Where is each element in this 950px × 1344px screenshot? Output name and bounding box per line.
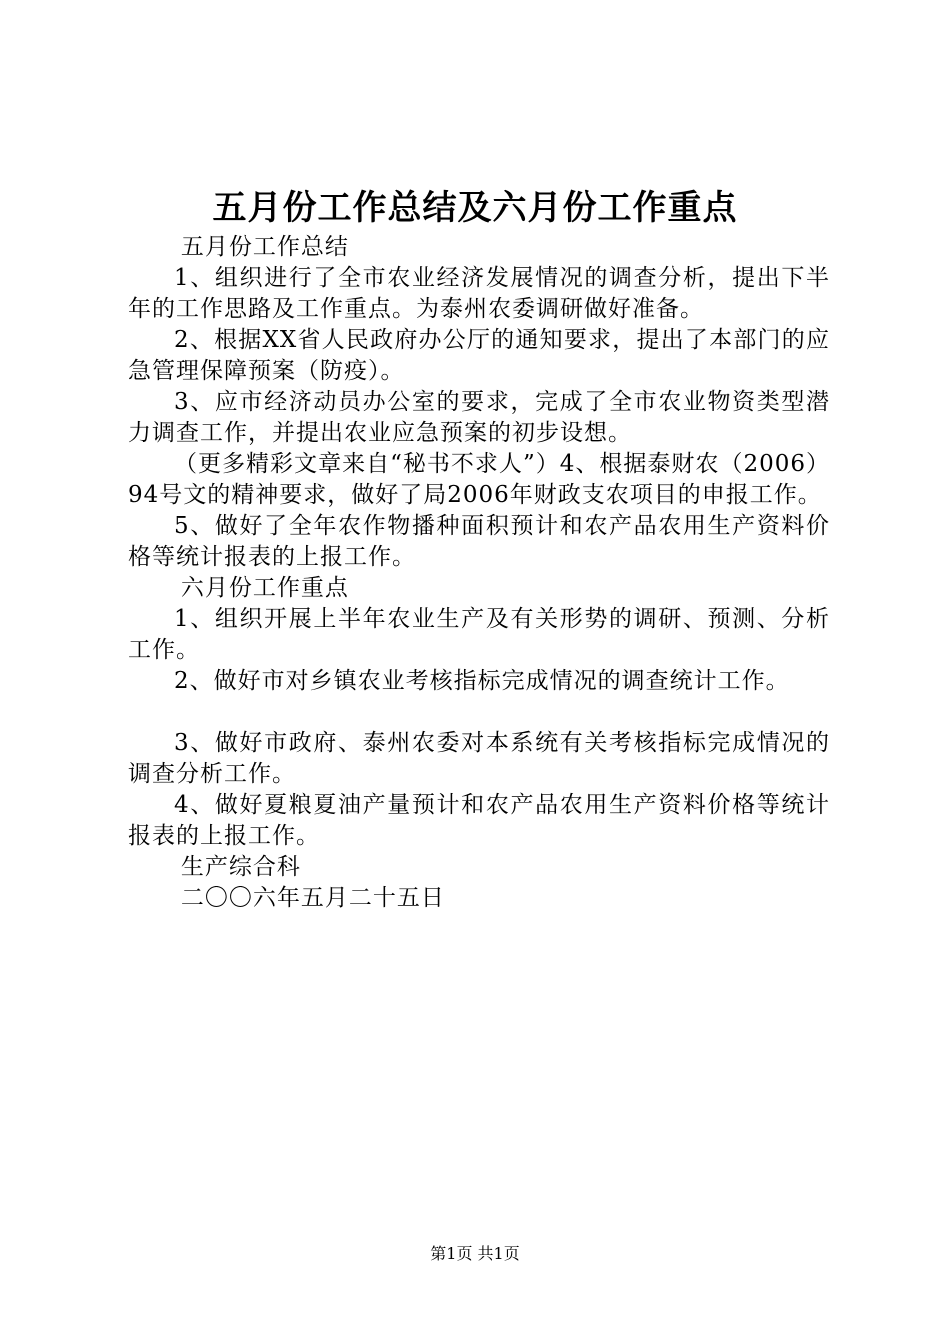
section-heading-may-summary: 五月份工作总结 (180, 234, 349, 260)
paragraph-june-item-2: 2、做好市对乡镇农业考核指标完成情况的调查统计工作。 (174, 668, 790, 694)
section-heading-june-focus: 六月份工作重点 (180, 575, 349, 601)
document-body (128, 232, 830, 914)
document-title: 五月份工作总结及六月份工作重点 (212, 188, 738, 228)
page-number-footer: 第1页 共1页 (430, 1244, 520, 1263)
paragraph-may-item-1: 1、组织进行了全市农业经济发展情况的调查分析，提出下半年的工作思路及工作重点。为泰州农委调研做好准备。 (128, 265, 830, 322)
signature-date: 二〇〇六年五月二十五日 (180, 885, 445, 911)
paragraph-june-item-4: 4、做好夏粮夏油产量预计和农产品农用生产资料价格等统计报表的上报工作。 (128, 792, 830, 849)
paragraph-june-item-3: 3、做好市政府、泰州农委对本系统有关考核指标完成情况的调查分析工作。 (128, 730, 830, 787)
signature-department: 生产综合科 (180, 854, 301, 880)
paragraph-may-item-2: 2、根据XX省人民政府办公厅的通知要求，提出了本部门的应急管理保障预案（防疫）。 (128, 327, 830, 384)
paragraph-may-item-5: 5、做好了全年农作物播种面积预计和农产品农用生产资料价格等统计报表的上报工作。 (128, 513, 830, 570)
paragraph-may-item-3: 3、应市经济动员办公室的要求，完成了全市农业物资类型潜力调查工作，并提出农业应急预案的初步设想。 (128, 389, 830, 446)
paragraph-june-item-1: 1、组织开展上半年农业生产及有关形势的调研、预测、分析工作。 (128, 606, 830, 663)
paragraph-may-item-4: （更多精彩文章来自“秘书不求人”）4、根据泰财农（2006）94号文的精神要求，做好了局2006年财政支农项目的申报工作。 (128, 451, 830, 508)
